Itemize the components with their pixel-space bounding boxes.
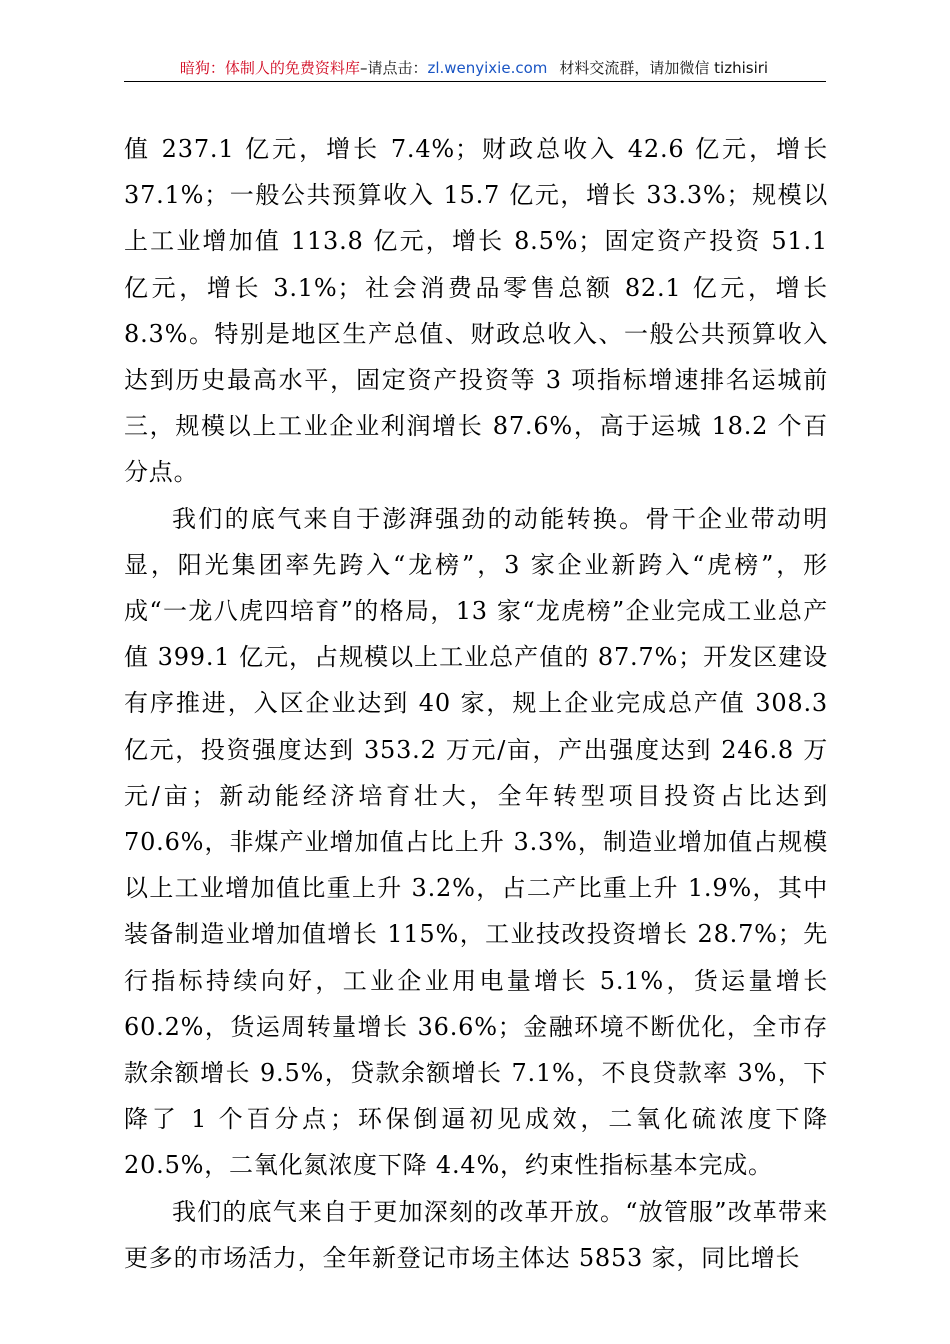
page-header bbox=[124, 56, 824, 80]
header-click-prompt: –请点击： bbox=[359, 59, 428, 77]
header-contact: 材料交流群，请加微信 tizhisiri bbox=[559, 59, 769, 77]
paragraph-2: 我们的底气来自于澎湃强劲的动能转换。骨干企业带动明显，阳光集团率先跨入“龙榜”，3 家企业新跨入“虎榜”，形成“一龙八虎四培育”的格局，13 家“龙虎榜”企业完成工业总产值 399.1 亿元，占规模以上工业总产值的 87.7%；开发区建设有序推进，入区企业达到 40 家，规上企业完成总产值 308.3 亿元，投资强度达到 353.2 万元/亩，产出强度达到 246.8 万元/亩；新动能经济培育壮大，全年转型项目投资占比达到 70.6%，非煤产业增加值占比上升 3.3%，制造业增加值占规模以上工业增加值比重上升 3.2%，占二产比重上升 1.9%，其中装备制造业增加值增长 115%，工业技改投资增长 28.7%；先行指标持续向好，工业企业用电量增长 5.1%，货运量增长 60.2%，货运周转量增长 36.6%；金融环境不断优化，全市存款余额增长 9.5%，贷款余额增长 7.1%，不良贷款率 3%，下降了 1 个百分点；环保倒逼初见成效，二氧化硫浓度下降 20.5%，二氧化氮浓度下降 4.4%，约束性指标基本完成。 bbox=[124, 504, 828, 1180]
paragraph-1: 值 237.1 亿元，增长 7.4%；财政总收入 42.6 亿元，增长 37.1%；一般公共预算收入 15.7 亿元，增长 33.3%；规模以上工业增加值 113.8 亿元，增长 8.5%；固定资产投资 51.1 亿元，增长 3.1%；社会消费品零售总额 82.1 亿元，增长 8.3%。特别是地区生产总值、财政总收入、一般公共预算收入达到历史最高水平，固定资产投资等 3 项指标增速排名运城前三，规模以上工业企业利润增长 87.6%，高于运城 18.2 个百分点。 bbox=[124, 135, 828, 487]
document-body bbox=[124, 126, 828, 1281]
header-brand: 暗狗：体制人的免费资料库 bbox=[179, 59, 360, 77]
header-divider bbox=[124, 81, 826, 82]
header-link[interactable]: zl.wenyixie.com bbox=[427, 59, 548, 77]
paragraph-3: 我们的底气来自于更加深刻的改革开放。“放管服”改革带来更多的市场活力，全年新登记市场主体达 5853 家，同比增长 bbox=[124, 1197, 828, 1272]
